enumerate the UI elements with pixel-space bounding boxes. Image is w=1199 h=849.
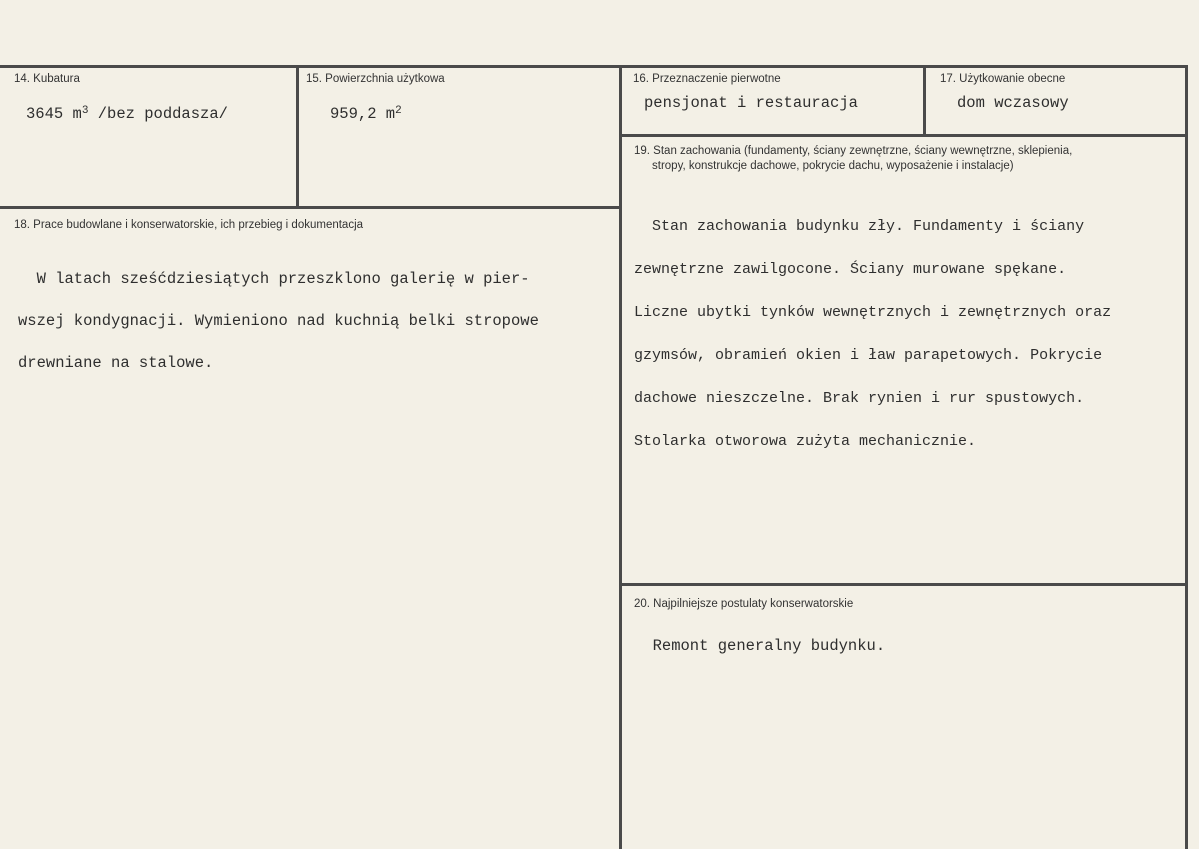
- field-16-label: 16. Przeznaczenie pierwotne: [633, 73, 781, 85]
- field-17-value: dom wczasowy: [957, 94, 1069, 112]
- row1-bottom-line-left: [0, 206, 622, 209]
- field-20-label: 20. Najpilniejsze postulaty konserwatorskie: [634, 598, 854, 610]
- field-18-line: W latach sześćdziesiątych przeszklono galerię w pier-: [18, 270, 530, 288]
- field-18-label: 18. Prace budowlane i konserwatorskie, ich przebieg i dokumentacja: [14, 219, 364, 231]
- top-border-line: [0, 65, 1187, 68]
- right-border-line: [1185, 65, 1188, 849]
- field-19-line: Stolarka otworowa zużyta mechanicznie.: [634, 432, 977, 450]
- divider-center: [619, 65, 622, 849]
- field-15-exponent: 2: [395, 105, 402, 117]
- field-18-text: [18, 248, 539, 395]
- field-14-label: 14. Kubatura: [14, 73, 80, 85]
- section19-bottom-line: [620, 583, 1187, 586]
- field-19-label-line2: stropy, konstrukcje dachowe, pokrycie dachu, wyposażenie i instalacje): [652, 160, 1014, 172]
- row1-bottom-line-right: [620, 134, 1187, 137]
- field-19-line: Stan zachowania budynku zły. Fundamenty i ściany: [634, 217, 1085, 235]
- field-17-label: 17. Użytkowanie obecne: [940, 73, 1066, 85]
- field-14-exponent: 3: [81, 105, 89, 117]
- field-15-number: 959,2 m: [330, 105, 396, 123]
- field-19-line: dachowe nieszczelne. Brak rynien i rur spustowych.: [634, 389, 1085, 407]
- field-14-note: /bez poddasza/: [88, 105, 228, 123]
- field-18-line: drewniane na stalowe.: [18, 354, 214, 372]
- field-14-number: 3645 m: [26, 105, 82, 123]
- field-16-value: pensjonat i restauracja: [644, 94, 858, 112]
- field-19-label-line1: 19. Stan zachowania (fundamenty, ściany zewnętrzne, ściany wewnętrzne, sklepienia,: [634, 145, 1073, 157]
- field-14-value: [26, 104, 228, 125]
- field-20-value: Remont generalny budynku.: [634, 637, 886, 655]
- field-18-line: wszej kondygnacji. Wymieniono nad kuchnią belki stropowe: [18, 312, 539, 330]
- field-19-line: gzymsów, obramień okien i ław parapetowych. Pokrycie: [634, 346, 1103, 364]
- field-19-line: Liczne ubytki tynków wewnętrznych i zewnętrznych oraz: [634, 303, 1112, 321]
- divider-14-15: [296, 65, 299, 208]
- divider-16-17: [923, 65, 926, 137]
- field-15-label: 15. Powierzchnia użytkowa: [306, 73, 445, 85]
- field-15-value: [330, 104, 402, 125]
- field-19-line: zewnętrzne zawilgocone. Ściany murowane spękane.: [634, 260, 1067, 278]
- field-19-text: [634, 194, 1111, 474]
